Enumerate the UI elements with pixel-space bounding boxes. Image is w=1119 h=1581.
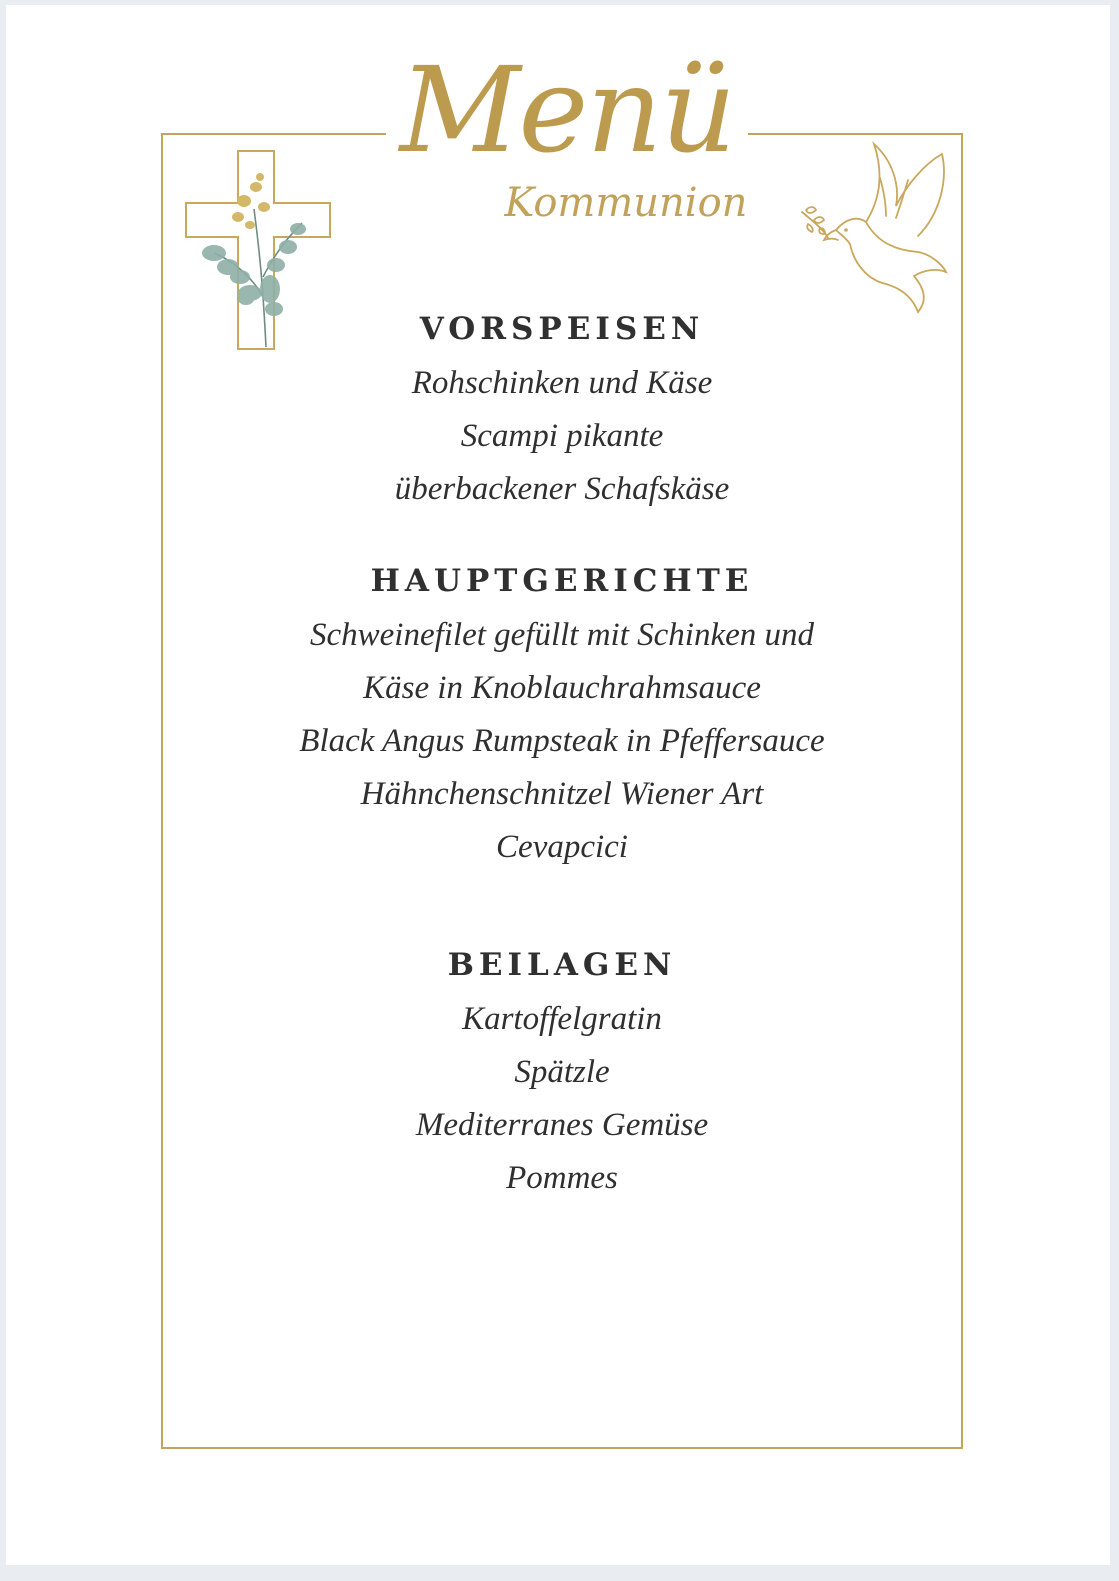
menu-content xyxy=(166,301,958,1205)
menu-item: überbackener Schafskäse xyxy=(394,471,730,508)
section-vorspeisen xyxy=(166,301,958,517)
dove-with-olive-branch-icon xyxy=(796,140,956,315)
section-heading: BEILAGEN xyxy=(447,946,677,983)
menu-page xyxy=(6,5,1110,1565)
menu-item: Scampi pikante xyxy=(460,418,664,455)
section-beilagen xyxy=(166,937,958,1206)
menu-item: Mediterranes Gemüse xyxy=(415,1107,709,1144)
menu-item: Schweinefilet gefüllt mit Schinken und xyxy=(309,616,815,653)
menu-item: Kartoffelgratin xyxy=(462,1000,662,1037)
menu-item: Hähnchenschnitzel Wiener Art xyxy=(360,776,764,813)
menu-item: Spätzle xyxy=(514,1053,610,1090)
section-heading: HAUPTGERICHTE xyxy=(370,562,754,599)
menu-item: Pommes xyxy=(506,1160,618,1197)
menu-item: Rohschinken und Käse xyxy=(411,365,713,401)
section-heading: VORSPEISEN xyxy=(419,311,705,347)
menu-subtitle: Kommunion xyxy=(504,180,748,226)
menu-title: Menü xyxy=(399,41,735,179)
menu-item: Käse in Knoblauchrahmsauce xyxy=(363,669,761,706)
menu-item: Black Angus Rumpsteak in Pfeffersauce xyxy=(299,723,825,760)
section-hauptgerichte xyxy=(166,553,958,875)
menu-item: Cevapcici xyxy=(496,829,628,866)
